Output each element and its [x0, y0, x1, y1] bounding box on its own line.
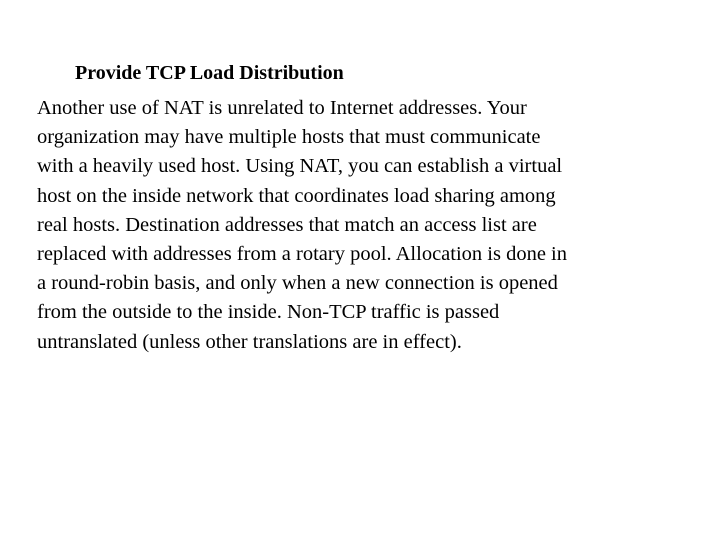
paragraph-line: real hosts. Destination addresses that match an access list are — [37, 213, 537, 236]
paragraph-line: organization may have multiple hosts that must communicate — [37, 126, 541, 149]
section-heading: Provide TCP Load Distribution — [75, 62, 344, 84]
paragraph-line: with a heavily used host. Using NAT, you can establish a virtual — [37, 155, 563, 178]
paragraph-line: host on the inside network that coordinates load sharing among — [37, 184, 556, 207]
paragraph-line: a round-robin basis, and only when a new connection is opened — [37, 272, 558, 295]
paragraph-line: from the outside to the inside. Non-TCP traffic is passed — [37, 301, 500, 324]
paragraph-line: untranslated (unless other translations are in effect). — [37, 330, 462, 353]
body-paragraph — [37, 94, 697, 357]
paragraph-line: replaced with addresses from a rotary pool. Allocation is done in — [37, 243, 568, 266]
paragraph-line: Another use of NAT is unrelated to Internet addresses. Your — [37, 97, 527, 119]
